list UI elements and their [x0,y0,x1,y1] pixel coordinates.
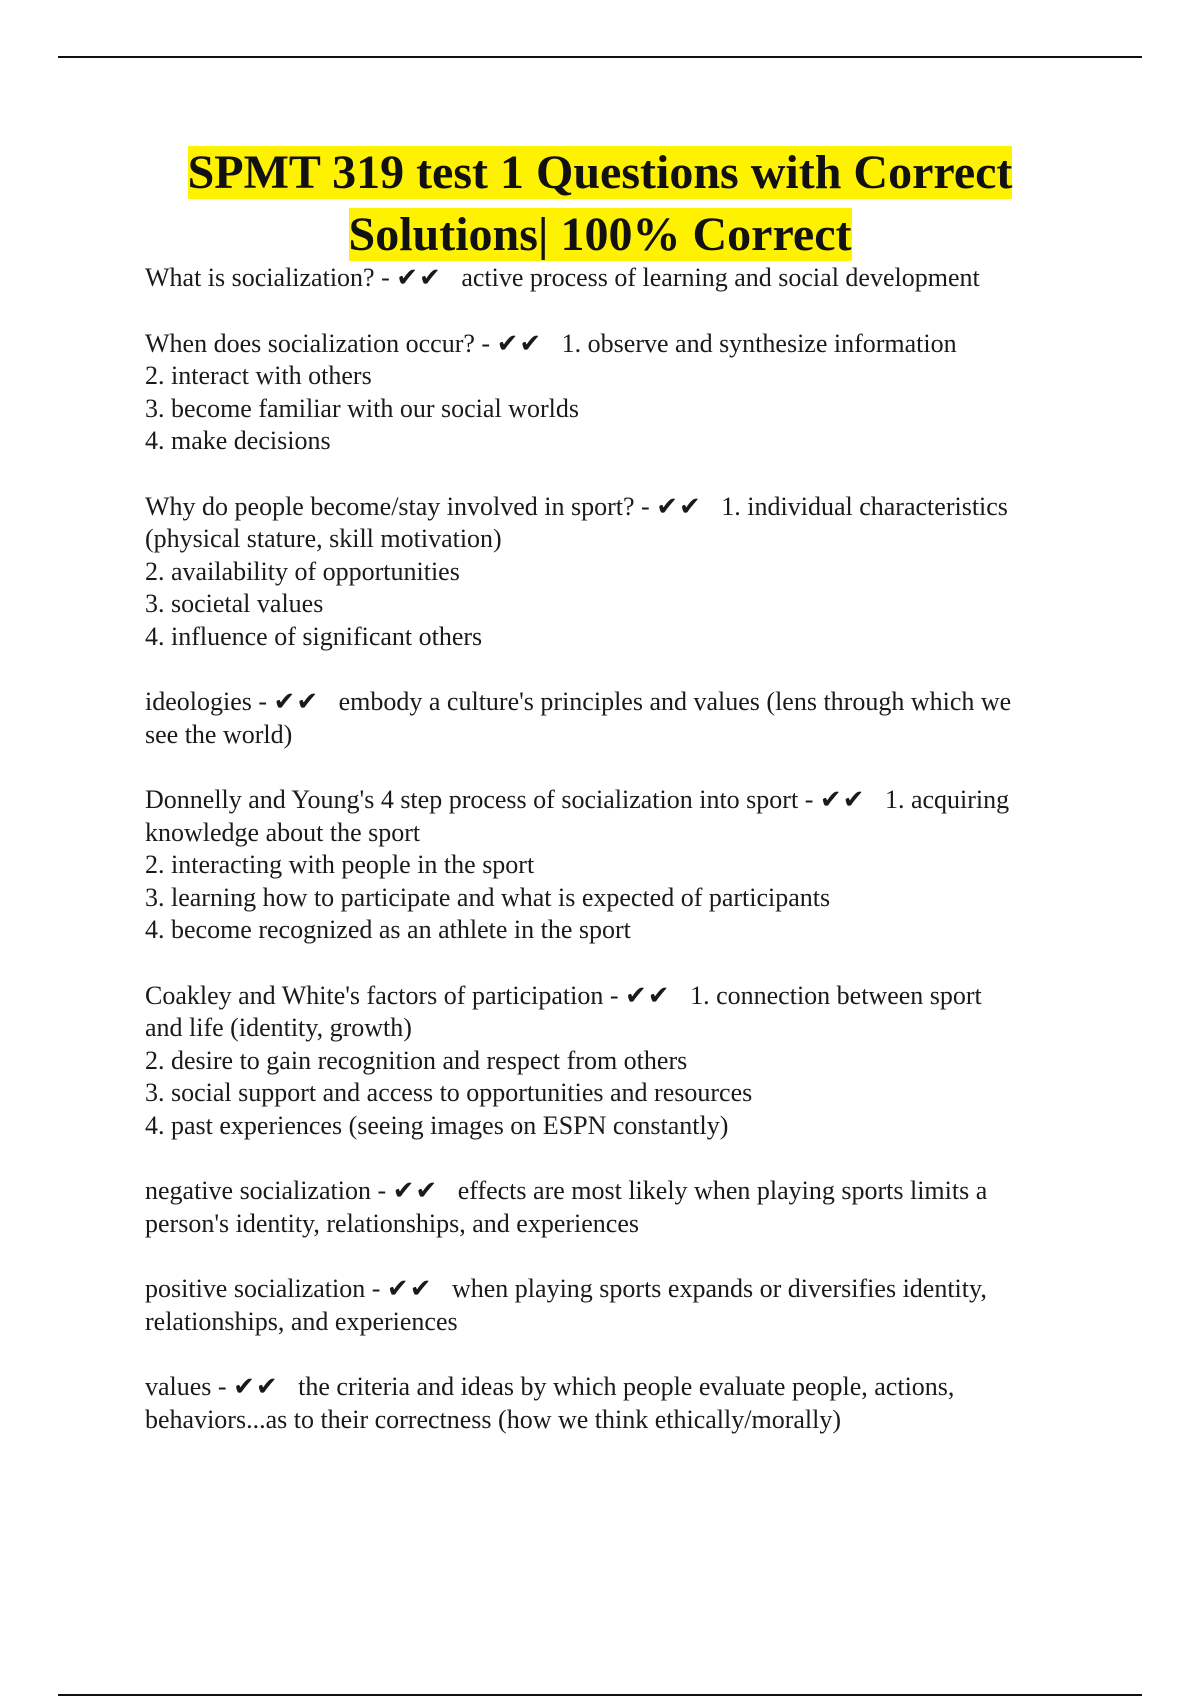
answer-text: 2. interact with others [145,361,372,390]
qa-first-line: ideologies - ✔✔ embody a culture's principles and values (lens through which we [145,687,1012,716]
checkmark-icon: ✔✔ [396,263,442,292]
checkmark-icon: ✔✔ [273,687,320,716]
qa-entry [145,980,1095,1143]
answer-text: 4. past experiences (seeing images on ESPN constantly) [145,1110,729,1140]
checkmark-icon: ✔✔ [819,785,866,814]
answer-line [145,360,1095,393]
answer-text: 3. become familiar with our social worlds [145,393,579,423]
document-title [100,142,1100,266]
answer-text: 2. availability of opportunities [145,556,460,586]
answer-text: see the world) [145,719,293,749]
title-line-1: SPMT 319 test 1 Questions with Correct [187,146,1013,199]
checkmark-icon: ✔✔ [656,491,702,521]
answer-text: effects are most likely when playing sports limits a [457,1176,988,1205]
answer-text: knowledge about the sport [145,817,421,847]
checkmark-icon: ✔✔ [392,1176,439,1205]
answer-line [145,425,1095,458]
checkmark-icon: ✔✔ [496,328,543,358]
answer-line [145,1012,1095,1045]
question-term: ideologies [145,687,252,716]
checkmark-icon: ✔✔ [625,980,671,1010]
answer-line [145,1208,1095,1241]
qa-entry [145,491,1095,654]
answer-text: 1. acquiring [884,785,1010,814]
answer-text: 3. social support and access to opportunities and resources [145,1078,753,1107]
answer-text: (physical stature, skill motivation) [145,524,502,553]
qa-entry [145,262,1095,295]
answer-line [145,556,1095,589]
qa-first-line: positive socialization - ✔✔ when playing sports expands or diversifies identity, [145,1274,987,1303]
answer-line [145,1045,1095,1078]
answer-text: behaviors...as to their correctness (how we think ethically/morally) [145,1404,842,1434]
answer-text: 4. influence of significant others [145,621,483,651]
qa-first-line: Donnelly and Young's 4 step process of socialization into sport - ✔✔ 1. acquiring [145,785,1010,814]
qa-first-line: What is socialization? - ✔✔ active process of learning and social development [145,263,980,292]
answer-text: 4. become recognized as an athlete in the sport [145,915,631,944]
answer-text: when playing sports expands or diversifies identity, [451,1274,987,1303]
qa-first-line: values - ✔✔ the criteria and ideas by which people evaluate people, actions, [145,1372,955,1401]
answer-text: 4. make decisions [145,426,331,455]
answer-text: 2. desire to gain recognition and respect from others [145,1045,688,1075]
question-term: Donnelly and Young's 4 step process of socialization into sport [145,785,799,814]
answer-line [145,393,1095,426]
answer-text: active process of learning and social development [461,263,980,292]
qa-list [145,262,1095,1469]
answer-text: 1. individual characteristics [721,491,1008,521]
title-line-2: Solutions| 100% Correct [348,208,852,261]
question-term: positive socialization [145,1274,366,1303]
answer-text: 1. connection between sport [690,980,982,1010]
question-term: negative socialization [145,1176,371,1205]
answer-line [145,914,1095,947]
checkmark-icon: ✔✔ [233,1372,279,1401]
answer-line [145,849,1095,882]
answer-line [145,1404,1095,1437]
qa-entry [145,784,1095,947]
question-term: What is socialization? [145,263,375,292]
answer-text: 2. interacting with people in the sport [145,850,535,879]
answer-text: relationships, and experiences [145,1306,458,1336]
question-term: Coakley and White's factors of participation [145,980,604,1010]
qa-entry [145,1175,1095,1240]
answer-text: embody a culture's principles and values (lens through which we [338,687,1012,716]
question-term: values [145,1372,212,1401]
qa-entry [145,1371,1095,1436]
answer-text: and life (identity, growth) [145,1013,412,1042]
answer-line [145,621,1095,654]
qa-first-line: Coakley and White's factors of participation - ✔✔ 1. connection between sport [145,980,982,1010]
qa-entry [145,1273,1095,1338]
question-term: Why do people become/stay involved in sport? [145,491,635,521]
answer-text: the criteria and ideas by which people evaluate people, actions, [298,1372,955,1401]
answer-text: person's identity, relationships, and experiences [145,1208,639,1238]
answer-line [145,1306,1095,1339]
top-rule [58,56,1142,58]
qa-first-line: Why do people become/stay involved in sport? - ✔✔ 1. individual characteristics [145,491,1008,521]
answer-line [145,523,1095,556]
answer-line [145,882,1095,915]
answer-line [145,1077,1095,1110]
answer-line [145,719,1095,752]
qa-first-line: negative socialization - ✔✔ effects are most likely when playing sports limits a [145,1176,988,1205]
checkmark-icon: ✔✔ [386,1274,433,1303]
qa-entry [145,328,1095,458]
answer-text: 3. societal values [145,589,324,618]
qa-entry [145,686,1095,751]
question-term: When does socialization occur? [145,328,475,358]
bottom-rule [58,1694,1142,1696]
answer-line [145,817,1095,850]
answer-text: 3. learning how to participate and what is expected of participants [145,882,831,912]
answer-line [145,1110,1095,1143]
qa-first-line: When does socialization occur? - ✔✔ 1. observe and synthesize information [145,328,957,358]
answer-line [145,588,1095,621]
answer-text: 1. observe and synthesize information [561,328,957,358]
